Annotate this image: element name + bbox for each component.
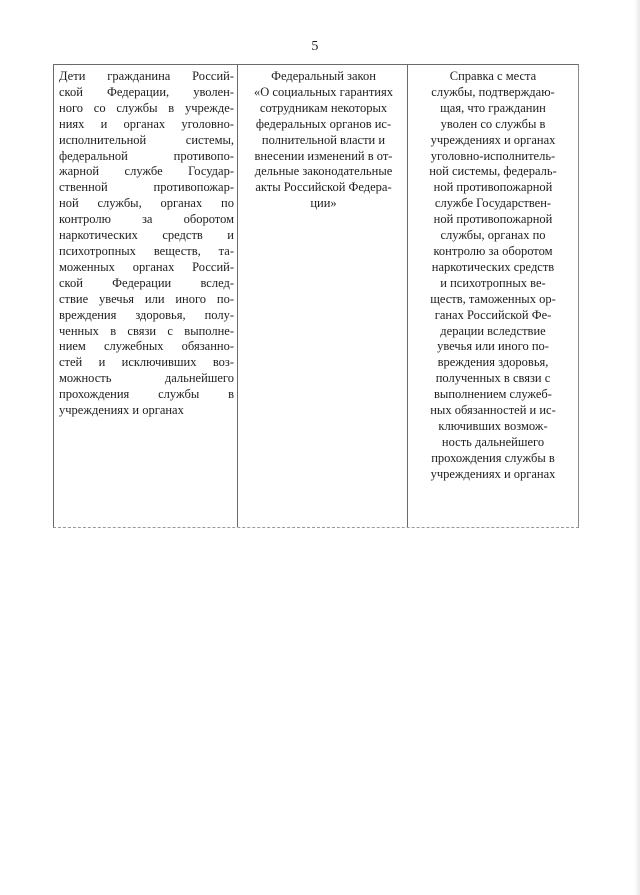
- cell-text-line: увечья или иного по-: [437, 339, 549, 354]
- cell-text-line: ченных в связи с выполне-: [59, 323, 234, 338]
- cell-text-line: прохождения службы в: [431, 450, 555, 465]
- cell-text-line: дерации вследствие: [440, 323, 546, 338]
- cell-text-line: акты Российской Федера-: [255, 180, 392, 195]
- cell-text-line: Справка с места: [449, 69, 537, 83]
- cell-text-line: психотропных веществ, та-: [59, 243, 234, 258]
- cell-text-line: нием служебных обязанно-: [59, 339, 234, 354]
- cell-text-line: щая, что гражданин: [440, 100, 546, 115]
- cell-text-line: уголовно-исполнитель-: [430, 148, 556, 163]
- cell-text-line: ных обязанностей и ис-: [430, 403, 556, 418]
- cell-text-line: ции»: [310, 196, 337, 211]
- cell-text-line: моженных органах Россий-: [59, 259, 234, 274]
- cell-text-line: вреждения здоровья, полу-: [59, 307, 234, 322]
- cell-text-line: ственной противопожар-: [59, 180, 234, 195]
- cell-text-line: вреждения здоровья,: [437, 355, 549, 370]
- cell-text-line: полнительной власти и: [261, 132, 386, 147]
- cell-text-line: службы, органах по: [440, 228, 546, 243]
- cell-text-line: ного со службы в учрежде-: [59, 100, 234, 115]
- cell-text-line: учреждениях и органах: [430, 466, 556, 481]
- cell-text-line: внесении изменений в от-: [254, 148, 393, 163]
- cell-text-line: Дети гражданина Россий-: [59, 69, 234, 83]
- supporting-document-cell: [408, 65, 578, 527]
- cell-text-line: сотрудникам некоторых: [259, 100, 388, 115]
- cell-text-line: ниях и органах уголовно-: [59, 116, 234, 131]
- cell-text-line: федеральных органов ис-: [255, 116, 392, 131]
- cell-text-line: ганах Российской Фе-: [434, 307, 552, 322]
- scan-edge-shadow: [634, 0, 640, 895]
- cell-text-line: Федеральный закон: [271, 69, 376, 83]
- cell-text-line: наркотических средств и: [59, 228, 234, 243]
- cell-text-line: контролю за оборотом: [433, 243, 553, 258]
- cell-text-line: ствие увечья или иного по-: [59, 291, 234, 306]
- cell-text-line: ской Федерации, уволен-: [59, 84, 234, 99]
- cell-text-line: ной противопожарной: [433, 212, 553, 227]
- cell-text-line: прохождения службы в: [59, 387, 234, 402]
- cell-text-line: «О социальных гарантиях: [254, 84, 393, 99]
- cell-text-line: учреждениях и органах: [59, 403, 184, 418]
- cell-text-line: жарной службе Государ-: [59, 164, 234, 179]
- cell-text-line: и психотропных ве-: [440, 275, 546, 290]
- document-table: [53, 64, 579, 528]
- cell-text-line: выполнением служеб-: [434, 387, 552, 402]
- cell-text-line: службы, подтверждаю-: [431, 84, 555, 99]
- cell-text-line: ществ, таможенных ор-: [430, 291, 556, 306]
- cell-text-line: можность дальнейшего: [59, 371, 234, 386]
- cell-text-line: ность дальнейшего: [441, 434, 545, 449]
- cell-text-line: ной службы, органах по: [59, 196, 234, 211]
- cell-text-line: федеральной противопо-: [59, 148, 234, 163]
- cell-text-line: ключивших возмож-: [438, 418, 548, 433]
- recipient-category-cell: [54, 65, 238, 527]
- cell-text-line: контролю за оборотом: [59, 212, 234, 227]
- cell-text-line: стей и исключивших воз-: [59, 355, 234, 370]
- cell-text-line: ной противопожарной: [433, 180, 553, 195]
- cell-text-line: исполнительной системы,: [59, 132, 234, 147]
- cell-text-line: дельные законодательные: [254, 164, 393, 179]
- cell-text-line: уволен со службы в: [440, 116, 546, 131]
- page-number: 5: [311, 39, 319, 54]
- cell-text-line: учреждениях и органах: [430, 132, 556, 147]
- cell-text-line: ной системы, федераль-: [429, 164, 557, 179]
- cell-text-line: службе Государствен-: [434, 196, 552, 211]
- cell-text-line: наркотических средств: [431, 259, 555, 274]
- legal-basis-cell: [238, 65, 408, 527]
- cell-text-line: ской Федерации вслед-: [59, 275, 234, 290]
- cell-text-line: полученных в связи с: [435, 371, 551, 386]
